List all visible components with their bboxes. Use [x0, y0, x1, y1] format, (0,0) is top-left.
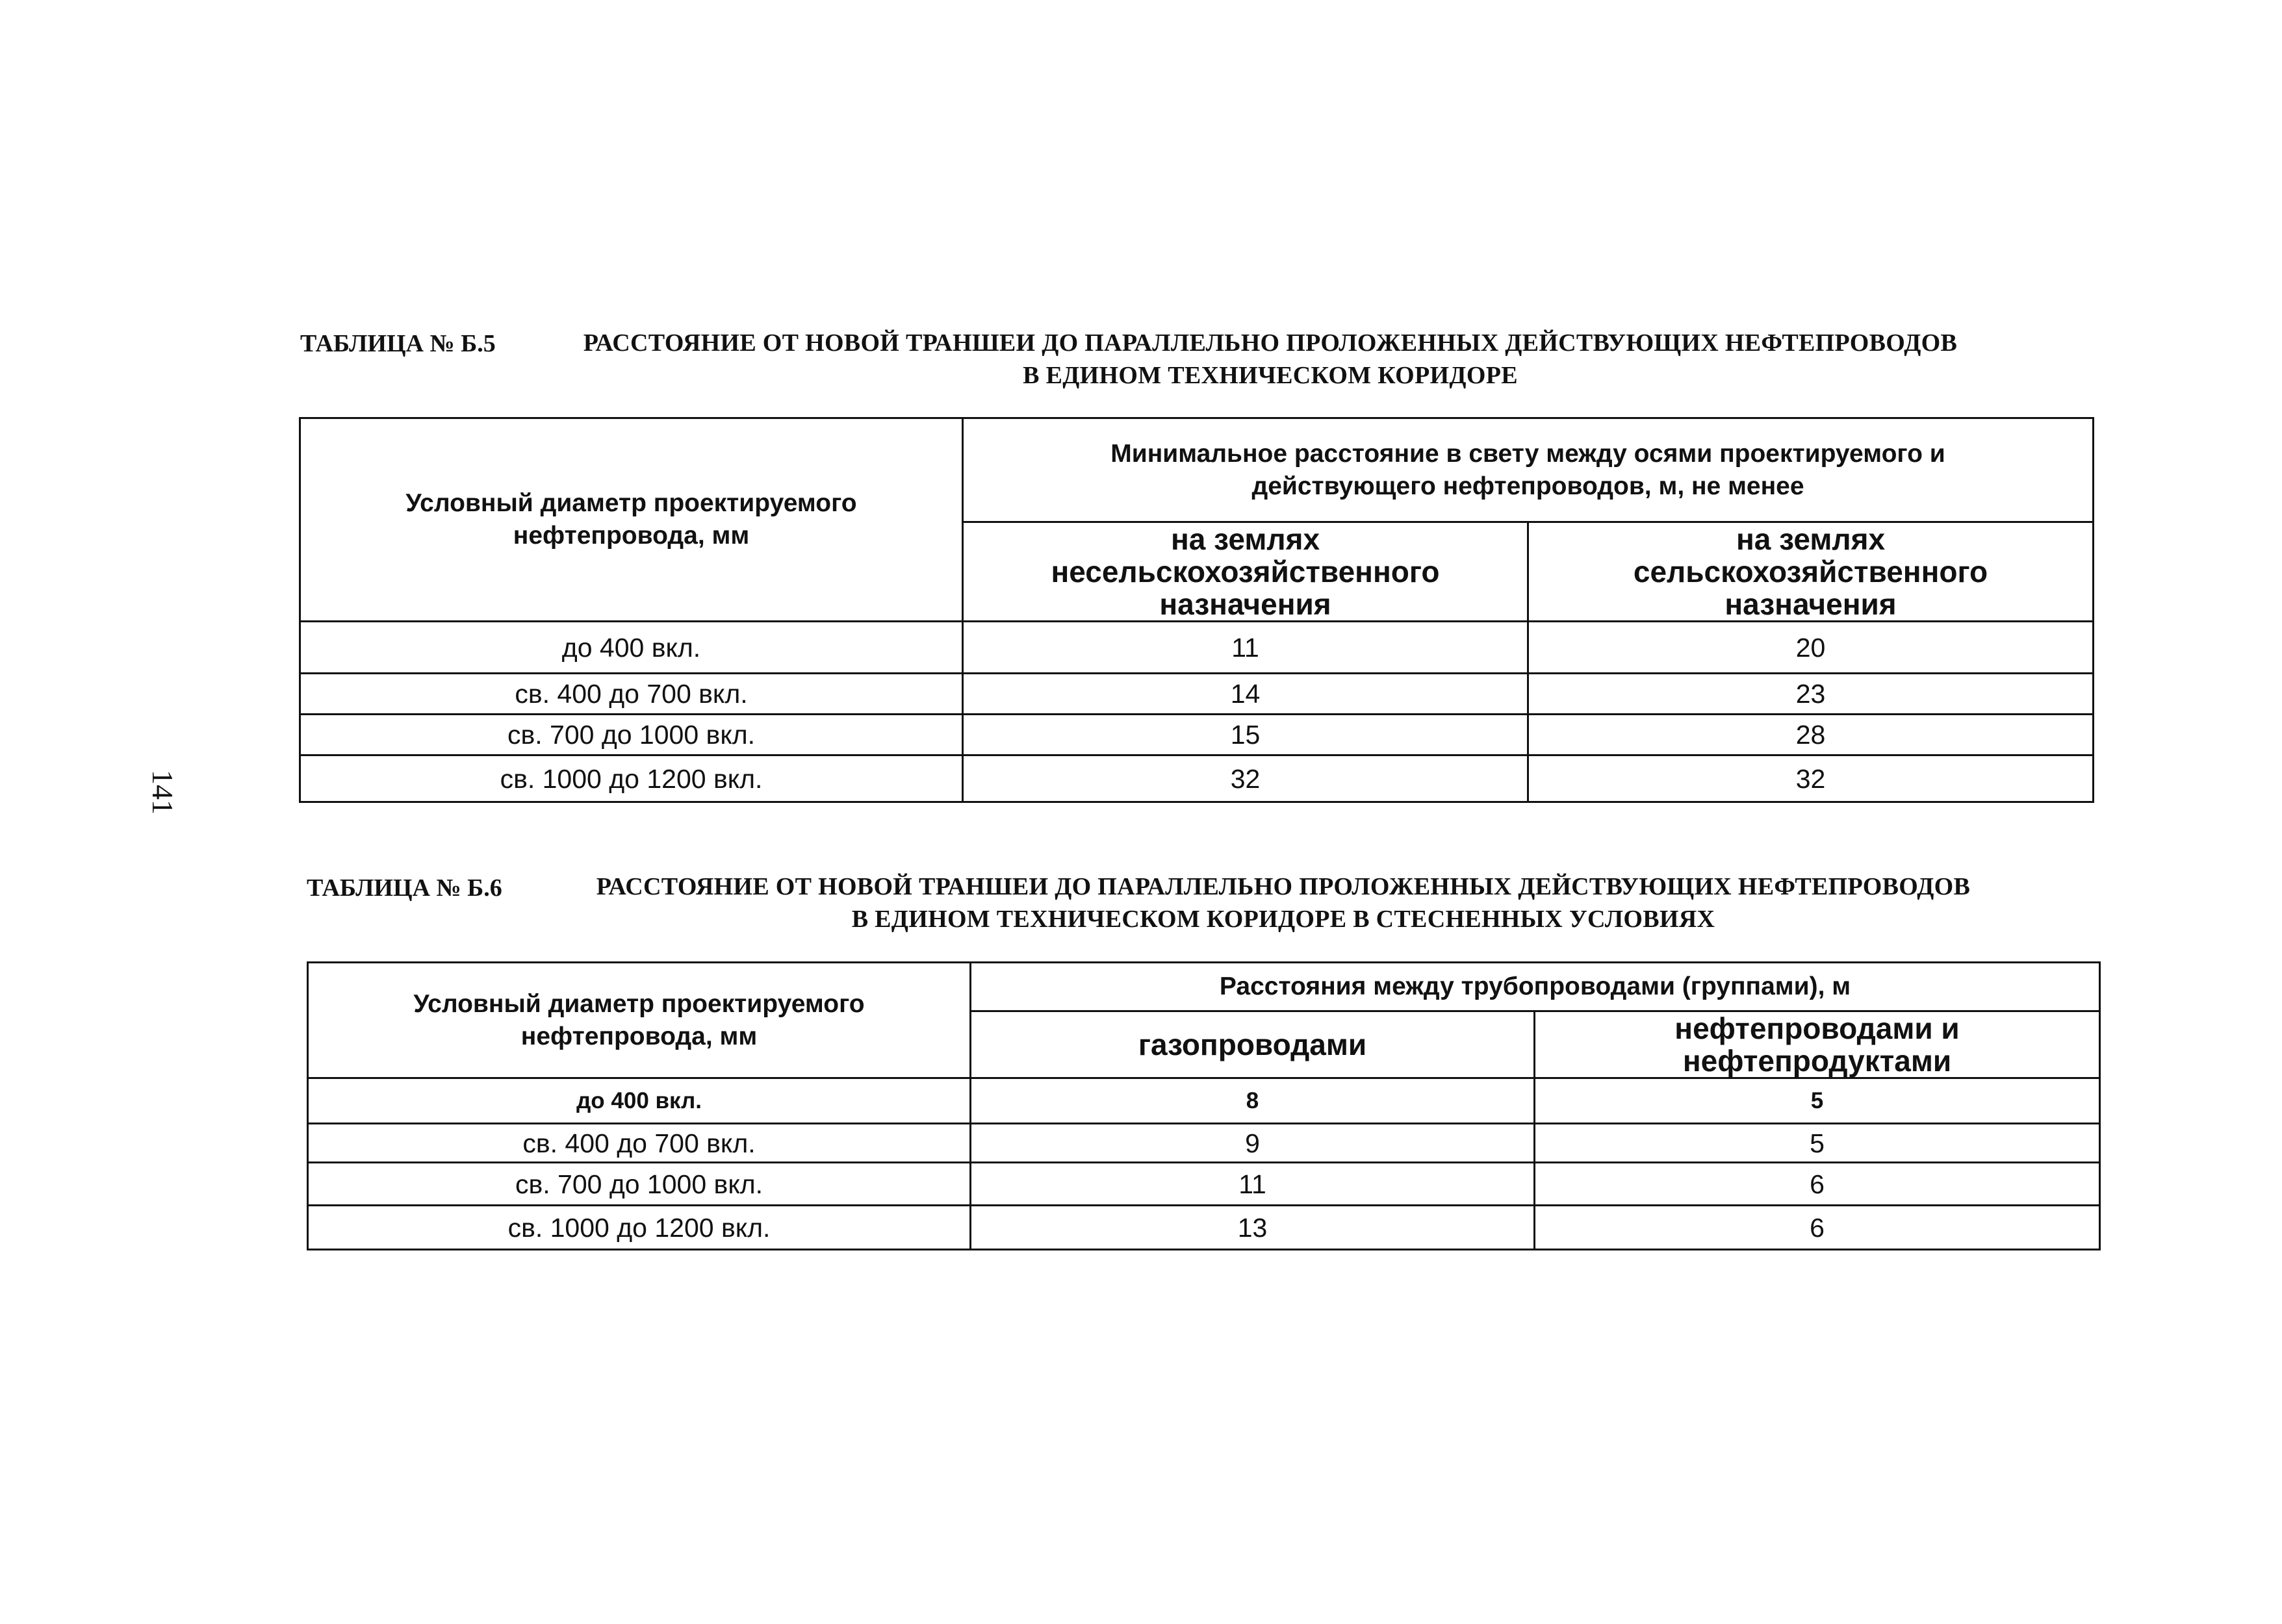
- table-b6-row1-col2: 5: [1535, 1078, 2100, 1124]
- table-row: [308, 1163, 2100, 1206]
- table-b6-row3-diameter: св. 700 до 1000 вкл.: [308, 1163, 971, 1206]
- table-row: [308, 1078, 2100, 1124]
- table-b6-row2-col2: 5: [1535, 1124, 2100, 1163]
- table-row: [300, 715, 2094, 755]
- table-b6-header-group: Расстояния между трубопроводами (группами), м: [971, 963, 2100, 1011]
- table-b6-row3-col1: 11: [971, 1163, 1535, 1206]
- table-b6-title-line2: В ЕДИНОМ ТЕХНИЧЕСКОМ КОРИДОРЕ В СТЕСНЕННЫХ УСЛОВИЯХ: [851, 906, 1715, 933]
- table-row: [300, 755, 2094, 802]
- table-b6-row4-col1: 13: [971, 1206, 1535, 1250]
- table-b6-header-diameter: Условный диаметр проектируемого нефтепровода, мм: [308, 963, 971, 1078]
- table-b5-row2-col1: 14: [963, 674, 1528, 715]
- table-b5-title-line2: В ЕДИНОМ ТЕХНИЧЕСКОМ КОРИДОРЕ: [1023, 362, 1518, 389]
- table-b6-row4-diameter: св. 1000 до 1200 вкл.: [308, 1206, 971, 1250]
- table-b6-header-col1: газопроводами: [971, 1011, 1535, 1078]
- table-b5-row3-col1: 15: [963, 715, 1528, 755]
- table-row: [300, 674, 2094, 715]
- table-b6-row2-col1: 9: [971, 1124, 1535, 1163]
- table-b5-row2-col2: 23: [1528, 674, 2094, 715]
- table-b6-row1-col1: 8: [971, 1078, 1535, 1124]
- table-b5-row4-col2: 32: [1528, 755, 2094, 802]
- page-number: 141: [146, 770, 179, 815]
- table-b6-row4-col2: 6: [1535, 1206, 2100, 1250]
- table-b6-header-col2: нефтепроводами и нефтепродуктами: [1535, 1011, 2100, 1078]
- table-b6-title-line1: РАССТОЯНИЕ ОТ НОВОЙ ТРАНШЕИ ДО ПАРАЛЛЕЛЬНО ПРОЛОЖЕННЫХ ДЕЙСТВУЮЩИХ НЕФТЕПРОВОДОВ: [596, 873, 1971, 900]
- table-b5-header-group: Минимальное расстояние в свету между осями проектируемого и действующего нефтепроводов, м, не менее: [963, 418, 2094, 522]
- table-b5-row1-col1: 11: [963, 622, 1528, 674]
- table-b6-row3-col2: 6: [1535, 1163, 2100, 1206]
- table-row: [308, 1124, 2100, 1163]
- table-b5-row3-col2: 28: [1528, 715, 2094, 755]
- table-b5-row1-diameter: до 400 вкл.: [300, 622, 963, 674]
- table-b5-row2-diameter: св. 400 до 700 вкл.: [300, 674, 963, 715]
- table-b5-row4-col1: 32: [963, 755, 1528, 802]
- table-b5-row1-col2: 20: [1528, 622, 2094, 674]
- table-b5-header-col1: на землях несельскохозяйственного назначения: [963, 522, 1528, 622]
- table-b5-label: ТАБЛИЦА № Б.5: [300, 330, 496, 357]
- table-b5-title-line1: РАССТОЯНИЕ ОТ НОВОЙ ТРАНШЕИ ДО ПАРАЛЛЕЛЬНО ПРОЛОЖЕННЫХ ДЕЙСТВУЮЩИХ НЕФТЕПРОВОДОВ: [583, 329, 1958, 357]
- table-b6-label: ТАБЛИЦА № Б.6: [307, 874, 502, 902]
- table-b6-row2-diameter: св. 400 до 700 вкл.: [308, 1124, 971, 1163]
- table-row: [300, 622, 2094, 674]
- table-b5-title: [559, 327, 1982, 392]
- table-b5-row4-diameter: св. 1000 до 1200 вкл.: [300, 755, 963, 802]
- table-b5-header-col2: на землях сельскохозяйственного назначения: [1528, 522, 2094, 622]
- table-b5-row3-diameter: св. 700 до 1000 вкл.: [300, 715, 963, 755]
- table-b6: [307, 961, 2101, 1250]
- table-b6-row1-diameter: до 400 вкл.: [308, 1078, 971, 1124]
- table-b6-title: [572, 870, 1995, 935]
- table-row: [308, 1206, 2100, 1250]
- table-b5-header-diameter: Условный диаметр проектируемого нефтепровода, мм: [300, 418, 963, 622]
- table-b5: [299, 417, 2094, 803]
